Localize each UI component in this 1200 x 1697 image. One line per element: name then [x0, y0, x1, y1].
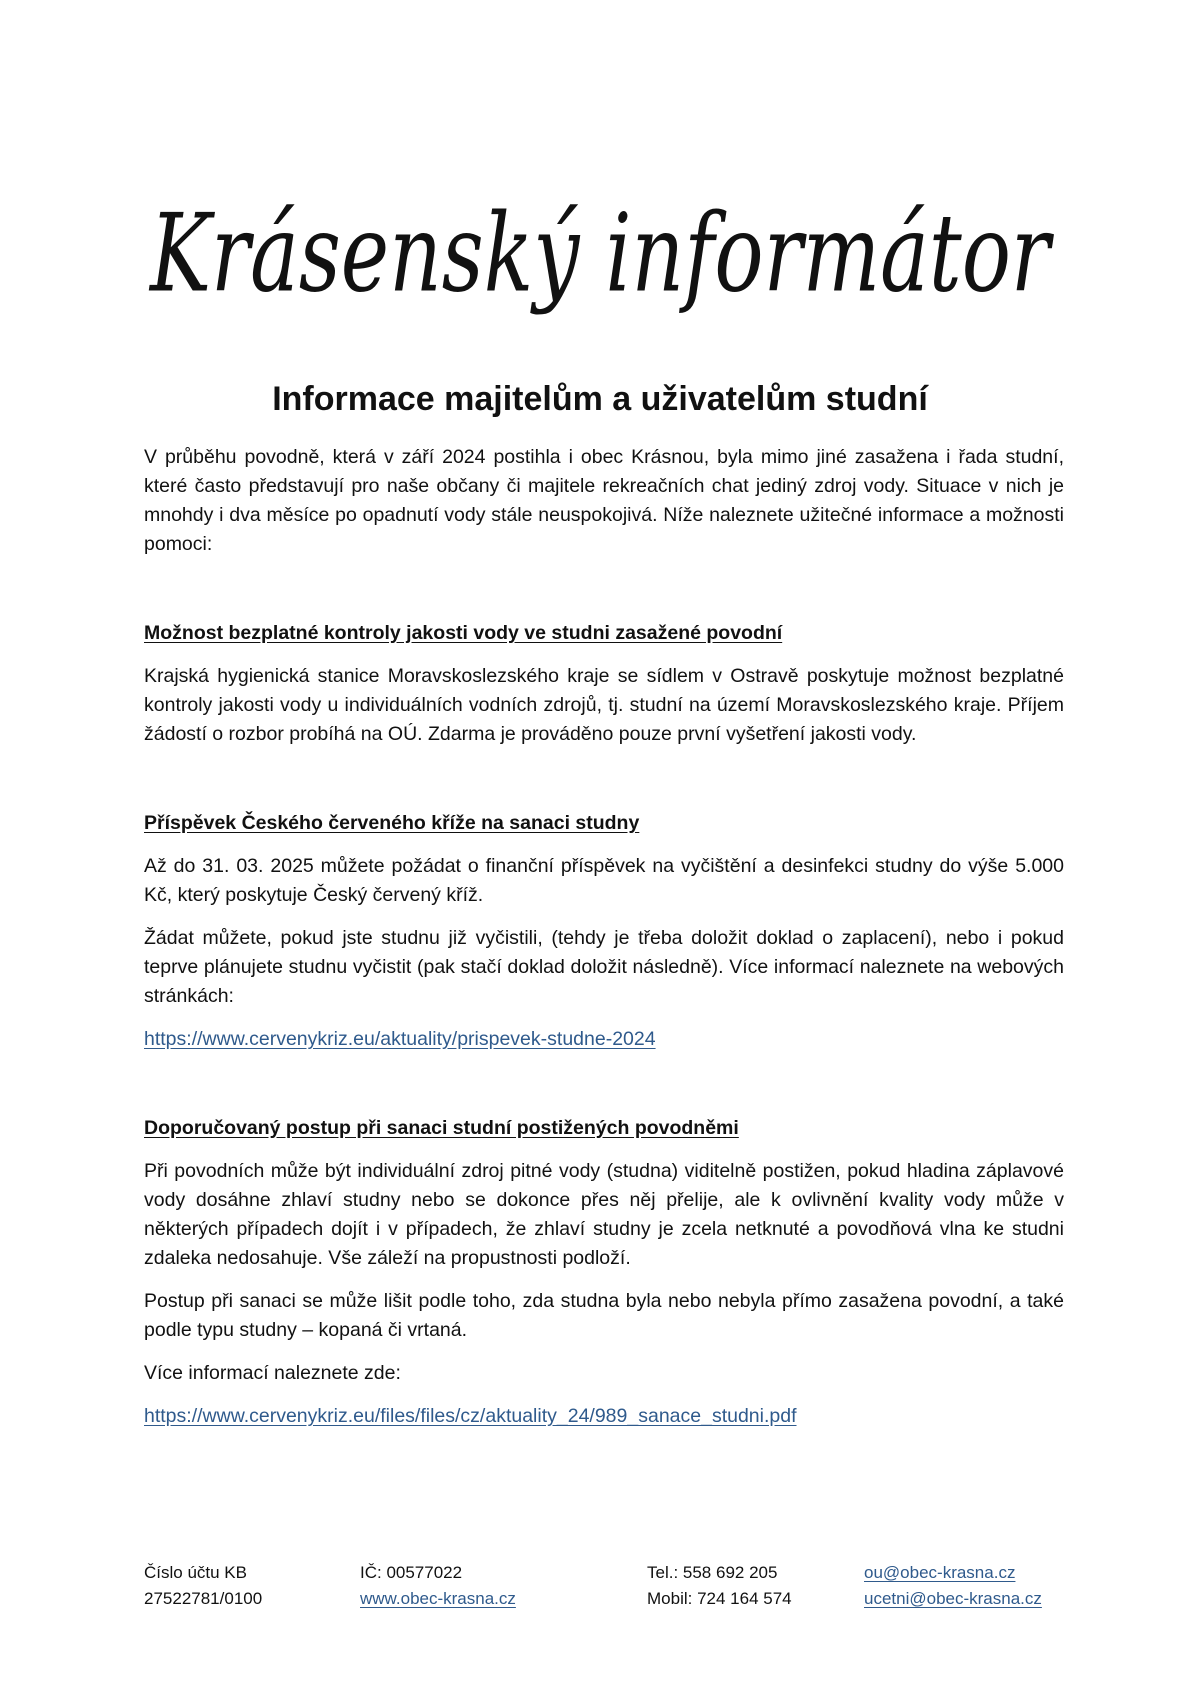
- spacer: [144, 559, 1064, 619]
- spacer: [144, 749, 1064, 809]
- section-paragraph: Při povodních může být individuální zdroj pitné vody (studna) viditelně postižen, pokud hladina záplavové vody dosáhne zhlaví studny nebo se dokonce přes něj přelije, ale k ovlivnění kvality vody může v některých případech dojít i v případech, že zhlaví studny je zcela netknuté a povodňová vlna ke studni zdaleka nedosahuje. Vše záleží na propustnosti podloží.: [144, 1160, 1064, 1269]
- footer-email-column: [864, 1560, 1042, 1612]
- section-water-quality-check: [144, 619, 1064, 749]
- section-paragraph: Více informací naleznete zde:: [144, 1362, 401, 1384]
- footer-email-accounting-link[interactable]: ucetni@obec-krasna.cz: [864, 1589, 1042, 1608]
- article-body: [144, 443, 1064, 1431]
- footer-bank-column: [144, 1560, 262, 1612]
- page-footer: [0, 1560, 1200, 1620]
- sanitation-guide-link[interactable]: https://www.cervenykriz.eu/files/files/cz/aktuality_24/989_sanace_studni.pdf: [144, 1405, 797, 1427]
- footer-phone-column: [647, 1560, 792, 1612]
- intro-paragraph: V průběhu povodně, která v září 2024 postihla i obec Krásnou, byla mimo jiné zasažena i řada studní, které často představují pro naše občany či majitele rekreačních chat jediný zdroj vody. Situace v nich je mnohdy i dva měsíce po opadnutí vody stále neuspokojivá. Níže naleznete užitečné informace a možnosti pomoci:: [144, 446, 1064, 555]
- masthead-script-title: [140, 170, 1060, 330]
- footer-account-label: Číslo účtu KB: [144, 1563, 247, 1582]
- sanitation-link-paragraph: [144, 1402, 1064, 1431]
- masthead-logo: [140, 170, 1060, 330]
- footer-account-number: 27522781/0100: [144, 1589, 263, 1608]
- footer-website-link[interactable]: www.obec-krasna.cz: [360, 1589, 516, 1608]
- section-heading: Možnost bezplatné kontroly jakosti vody ve studni zasažené povodní: [144, 622, 783, 644]
- section-heading: Doporučovaný postup při sanaci studní postižených povodněmi: [144, 1117, 739, 1139]
- section-paragraph: Krajská hygienická stanice Moravskoslezského kraje se sídlem v Ostravě poskytuje možnost bezplatné kontroly jakosti vody u individuálních vodních zdrojů, tj. studní na území Moravskoslezského kraje. Příjem žádostí o rozbor probíhá na OÚ. Zdarma je prováděno pouze první vyšetření jakosti vody.: [144, 665, 1064, 745]
- masthead-title-text: Krásenský informátor: [148, 191, 1055, 317]
- spacer: [144, 1345, 1064, 1359]
- section-paragraph: Postup při sanaci se může lišit podle toho, zda studna byla nebo nebyla přímo zasažena povodní, a také podle typu studny – kopaná či vrtaná.: [144, 1290, 1064, 1341]
- section-heading: Příspěvek Českého červeného kříže na sanaci studny: [144, 812, 640, 834]
- spacer: [144, 1388, 1064, 1402]
- footer-ico: IČ: 00577022: [360, 1563, 463, 1582]
- footer-phone: Tel.: 558 692 205: [647, 1563, 778, 1582]
- section-paragraph: Až do 31. 03. 2025 můžete požádat o finanční příspěvek na vyčištění a desinfekci studny do výše 5.000 Kč, který poskytuje Český červený kříž.: [144, 855, 1064, 906]
- red-cross-link-paragraph: [144, 1025, 1064, 1054]
- spacer: [144, 1273, 1064, 1287]
- footer-email-office-link[interactable]: ou@obec-krasna.cz: [864, 1563, 1016, 1582]
- spacer: [144, 1011, 1064, 1025]
- spacer: [144, 910, 1064, 924]
- footer-mobile: Mobil: 724 164 574: [647, 1589, 792, 1608]
- footer-id-column: [360, 1560, 516, 1612]
- spacer: [144, 1054, 1064, 1114]
- red-cross-contribution-link[interactable]: https://www.cervenykriz.eu/aktuality/prispevek-studne-2024: [144, 1028, 656, 1050]
- article-title: Informace majitelům a uživatelům studní: [272, 380, 928, 418]
- section-paragraph: Žádat můžete, pokud jste studnu již vyčistili, (tehdy je třeba doložit doklad o zaplacení), nebo i pokud teprve plánujete studnu vyčistit (pak stačí doklad doložit následně). Více informací naleznete na webových stránkách:: [144, 927, 1064, 1007]
- section-red-cross-contribution: [144, 809, 1064, 1054]
- section-well-sanitation-procedure: [144, 1114, 1064, 1431]
